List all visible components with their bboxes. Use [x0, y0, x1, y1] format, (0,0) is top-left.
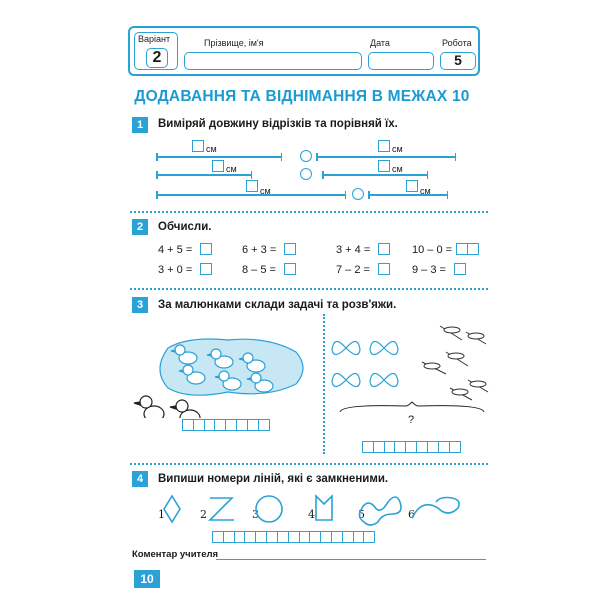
variant-value: 2: [152, 49, 162, 66]
segment: [368, 194, 448, 196]
column-divider: [323, 314, 325, 454]
ducks-illustration: [128, 318, 312, 418]
section-divider: [130, 463, 488, 465]
unit-label: см: [260, 186, 271, 196]
open-curve: [412, 498, 459, 519]
answer-box[interactable]: [454, 263, 466, 275]
teacher-comment-line[interactable]: [216, 559, 486, 560]
comparison-circle[interactable]: [300, 168, 312, 180]
section-divider: [130, 288, 488, 290]
open-zigzag: [210, 498, 234, 520]
answer-box[interactable]: [192, 140, 204, 152]
task-4-number: 4: [132, 471, 148, 487]
task-3-number: 3: [132, 297, 148, 313]
answer-cells[interactable]: [456, 243, 478, 255]
header-panel: [128, 26, 480, 76]
segment: [156, 174, 252, 176]
task-1-number: 1: [132, 117, 148, 133]
answer-box[interactable]: [378, 263, 390, 275]
unit-label: см: [226, 164, 237, 174]
exercise: 9 – 3 =: [412, 264, 446, 276]
name-field[interactable]: [184, 52, 362, 70]
shape-number: 4: [308, 508, 315, 521]
exercise: 6 + 3 =: [242, 244, 277, 256]
answer-box[interactable]: [378, 160, 390, 172]
comparison-circle[interactable]: [352, 188, 364, 200]
segment: [156, 194, 346, 196]
exercise: 3 + 4 =: [336, 244, 371, 256]
closed-curve: [360, 497, 402, 525]
answer-box[interactable]: [246, 180, 258, 192]
answer-box[interactable]: [200, 243, 212, 255]
work-label: Робота: [442, 38, 472, 48]
task-2-text: Обчисли.: [158, 221, 212, 233]
name-label: Прізвище, ім'я: [204, 38, 264, 48]
unit-label: см: [420, 186, 431, 196]
answer-box[interactable]: [378, 140, 390, 152]
teacher-comment-label: Коментар учителя: [132, 549, 219, 560]
section-divider: [130, 211, 488, 213]
shape-number: 1: [158, 508, 165, 521]
answer-box[interactable]: [378, 243, 390, 255]
exercise: 7 – 2 =: [336, 264, 370, 276]
answer-box[interactable]: [284, 263, 296, 275]
question-mark: ?: [408, 414, 415, 426]
task-4-text: Випиши номери ліній, які є замкненими.: [158, 473, 389, 485]
closed-rhombus: [164, 496, 180, 522]
exercise: 10 – 0 =: [412, 244, 453, 256]
lines-illustration: [162, 492, 472, 526]
work-value: 5: [454, 52, 462, 68]
shape-number: 5: [358, 508, 365, 521]
answer-cells[interactable]: [182, 419, 269, 431]
shape-number: 3: [252, 508, 259, 521]
unit-label: см: [392, 164, 403, 174]
segment: [322, 174, 428, 176]
shape-number: 2: [200, 508, 207, 521]
date-field[interactable]: [368, 52, 434, 70]
unit-label: см: [206, 144, 217, 154]
unit-label: см: [392, 144, 403, 154]
answer-box[interactable]: [406, 180, 418, 192]
shape-number: 6: [408, 508, 415, 521]
butterflies-illustration: [326, 318, 492, 414]
task-1-text: Виміряй довжину відрізків та порівняй їх.: [158, 118, 398, 130]
answer-box[interactable]: [284, 243, 296, 255]
worksheet-page: [112, 22, 492, 588]
exercise: 3 + 0 =: [158, 264, 193, 276]
closed-circle: [256, 496, 282, 522]
comparison-circle[interactable]: [300, 150, 312, 162]
exercise: 4 + 5 =: [158, 244, 193, 256]
answer-box[interactable]: [200, 263, 212, 275]
task-2-number: 2: [132, 219, 148, 235]
answer-cells[interactable]: [212, 531, 374, 543]
answer-cells[interactable]: [362, 441, 459, 453]
closed-pentagon: [316, 496, 332, 520]
exercise: 8 – 5 =: [242, 264, 276, 276]
answer-box[interactable]: [212, 160, 224, 172]
task-3-text: За малюнками склади задачі та розв'яжи.: [158, 299, 397, 311]
segment: [316, 156, 456, 158]
segment: [156, 156, 282, 158]
date-label: Дата: [370, 38, 390, 48]
page-number: 10: [134, 570, 160, 588]
page-title: ДОДАВАННЯ ТА ВІДНІМАННЯ В МЕЖАХ 10: [134, 88, 470, 105]
variant-label: Варіант: [138, 34, 171, 44]
